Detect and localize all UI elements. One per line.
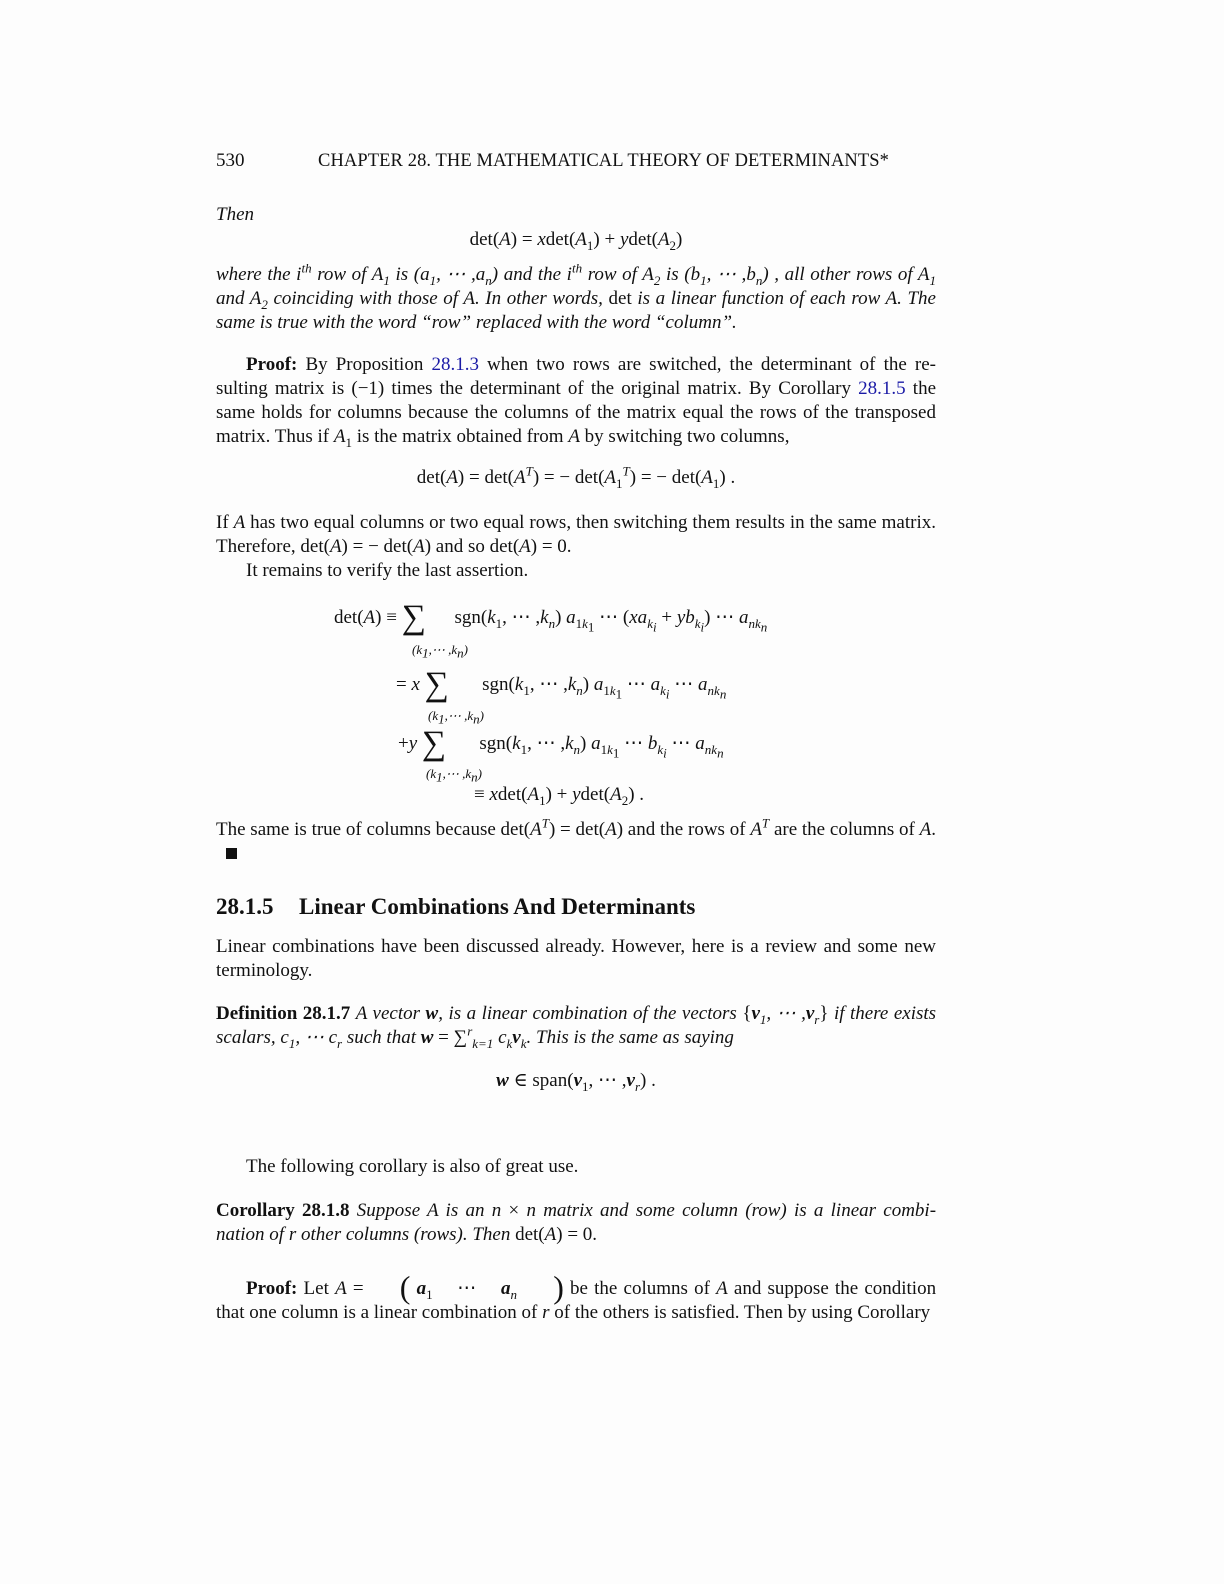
ref-proposition-28-1-3[interactable]: 28.1.3 [431,354,479,375]
definition-28-1-7: Definition 28.1.7 A vector w, is a linear combination of the vectors {$v_1$, ⋯ $,v_r$} if there exists scalars, $c_1$, ⋯ $c_r$ such that w = ∑$^r_{k=1}$ $c_kv_k$. This is the same as saying [216,1003,937,1051]
proof-paragraph-5: Proof: Let A = ( $a_1$ ⋯ $a_n$ ) be the columns of A and suppose the condition that one column is a linear combination of r of the others is satisfied. Then by using Corollary [216,1269,937,1323]
after-definition-text: The following corollary is also of great use. [246,1156,579,1177]
ref-corollary-28-1-5[interactable]: 28.1.5 [858,378,906,399]
proof-label: Proof: [246,354,298,375]
section-heading [216,895,695,919]
corollary-28-1-8: Corollary 28.1.8 Suppose A is an n × n matrix and some column (row) is a linear combi-nation of r other columns (rows). Then det(A) = 0. [216,1200,937,1245]
section-number: 28.1.5 [216,894,274,919]
sum-index-2: ($k_1,\cdots$ $,k_n$) [428,708,484,727]
definition-label: Definition 28.1.7 [216,1003,351,1024]
section-intro: Linear combinations have been discussed already. However, here is a review and some new terminology. [216,936,936,981]
equation-sum-line-2: = x ∑ $sgn(k_1$, ⋯ $,k_n$) $a_{1k_1}$ ⋯ $a_{k_i}$ ⋯ $a_{nk_n}$ [396,666,727,703]
equation-sum-line-4: ≡ $xdet(A_1) + ydet(A_2)$ . [474,784,645,808]
theorem-statement: where the $i^{th}$ row of $A_1$ is ($a_1$, ⋯ $,a_n$) and the $i^{th}$ row of $A_2$ is ($b_1$, ⋯ $,b_n$) , all other rows of $A_1$ and $A_2$ coinciding with those of A. In other words, det is a linear function of each row A. The same is true with the word “row” replaced with the word “column”. [216,260,937,333]
proof-paragraph-4: The same is true of columns because $\det(A^T) = \det(A)$ and the rows of $A^T$ are the columns of A. [216,818,936,866]
page-number: 530 [216,150,245,171]
proof-label-2: Proof: [246,1278,298,1299]
sum-index-1: ($k_1,\cdots$ $,k_n$) [412,642,468,661]
equation-sum-line-3: +y ∑ $sgn(k_1$, ⋯ $,k_n$) $a_{1k_1}$ ⋯ $b_{k_i}$ ⋯ $a_{nk_n}$ [398,725,724,762]
equation-transpose: $\det(A) = \det(A^T)$ = − $\det(A_1^T)$ = − $\det(A_1)$ . [416,463,736,491]
equation-sum-line-1: det(A) ≡ ∑ $sgn(k_1$, ⋯ $,k_n$) $a_{1k_1}$ ⋯ $(xa_{k_i} + yb_{k_i})$ ⋯ $a_{nk_n}$ [334,599,768,636]
corollary-label: Corollary 28.1.8 [216,1200,350,1221]
proof-paragraph-3: It remains to verify the last assertion. [246,560,529,581]
equation-span: w ∈ $span(v_1$, ⋯ $,v_r$) . [496,1070,656,1094]
running-header: CHAPTER 28. THE MATHEMATICAL THEORY OF DETERMINANTS* [318,151,890,171]
proof-paragraph-1: Proof: By Proposition 28.1.3 when two rows are switched, the determinant of the re-sulting matrix is (−1) times the determinant of the original matrix. By Corollary 28.1.5 the same holds for columns because the columns of the matrix equal the rows of the transposed matrix. Thus if $A_1$ is the matrix obtained from A by switching two columns, [216,354,937,450]
equation-linearity: $\det(A) = xdet(A_1) + ydet(A_2)$ [469,229,683,253]
section-title: Linear Combinations And Determinants [299,894,696,919]
qed-symbol [226,848,237,859]
sum-index-3: ($k_1,\cdots$ $,k_n$) [426,766,482,785]
proof-paragraph-2: If A has two equal columns or two equal rows, then switching them results in the same matrix. Therefore, det(A) = − det(A) and so det(A) = 0. [216,512,937,557]
then-word: Then [216,204,254,225]
